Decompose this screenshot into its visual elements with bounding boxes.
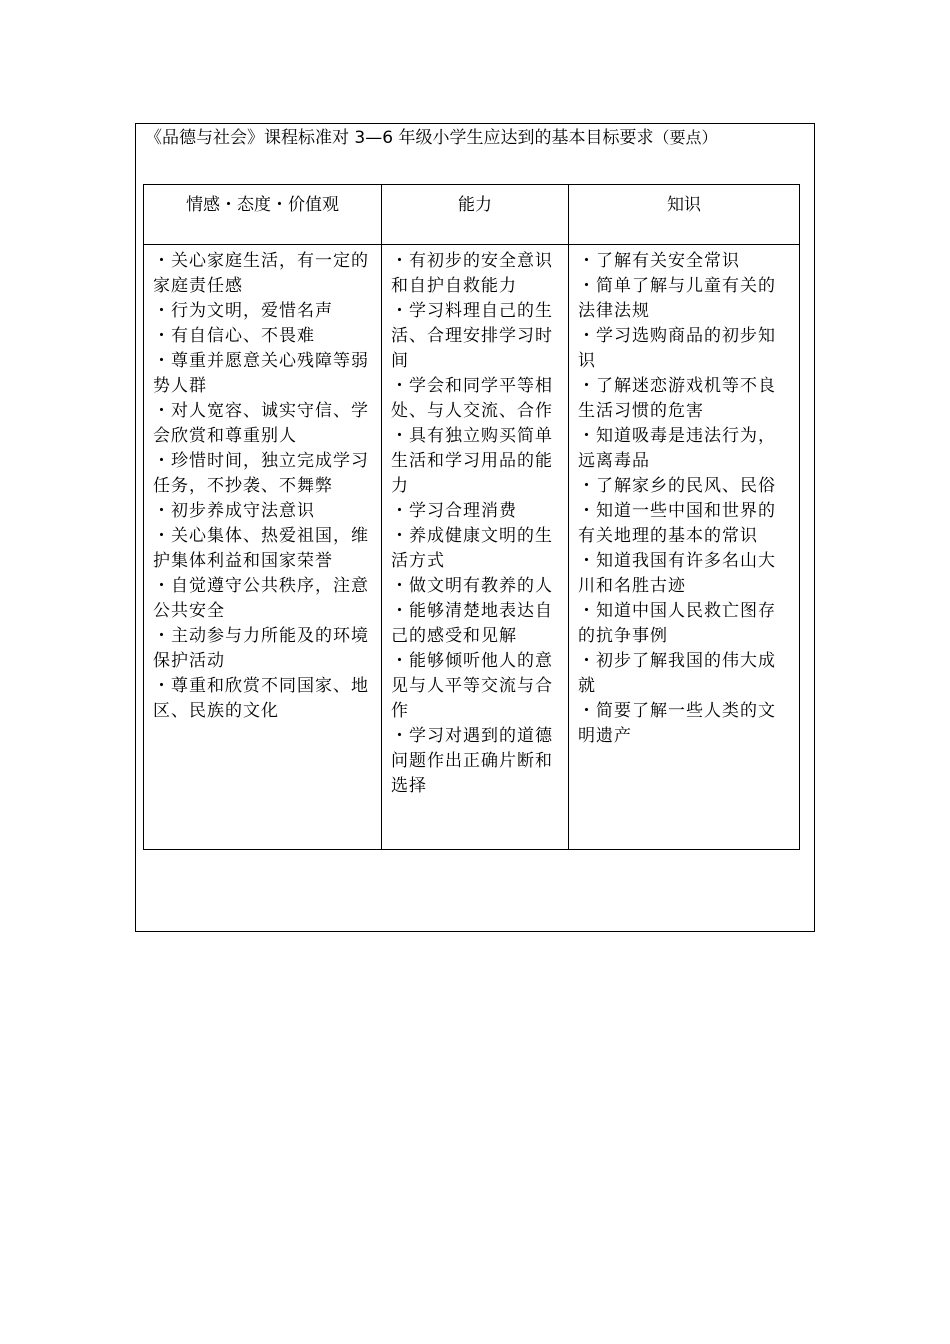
list-item: ・行为文明，爱惜名声 bbox=[153, 301, 333, 321]
ability-column bbox=[382, 245, 569, 850]
list-item: ・有自信心、不畏难 bbox=[153, 326, 315, 346]
table-header-row bbox=[144, 185, 800, 245]
list-item: ・能够倾听他人的意见与人平等交流与合作 bbox=[391, 651, 553, 721]
list-item: ・学习对遇到的道德问题作出正确片断和选择 bbox=[391, 726, 553, 796]
document-title-suffix: （要点） bbox=[653, 128, 718, 147]
list-item: ・关心家庭生活，有一定的家庭责任感 bbox=[153, 251, 369, 296]
list-item: ・知道一些中国和世界的有关地理的基本的常识 bbox=[578, 501, 776, 546]
header-ability: 能力 bbox=[382, 185, 569, 245]
table-row bbox=[144, 245, 800, 850]
list-item: ・知道我国有许多名山大川和名胜古迹 bbox=[578, 551, 776, 596]
list-item: ・初步了解我国的伟大成就 bbox=[578, 651, 776, 696]
list-item: ・知道中国人民救亡图存的抗争事例 bbox=[578, 601, 776, 646]
document-title-main: 《品德与社会》课程标准对 3—6 年级小学生应达到的基本目标要求 bbox=[145, 128, 654, 148]
list-item: ・学习合理消费 bbox=[391, 501, 517, 521]
list-item: ・简单了解与儿童有关的法律法规 bbox=[578, 276, 776, 321]
goals-table bbox=[143, 184, 800, 850]
list-item: ・简要了解一些人类的文明遗产 bbox=[578, 701, 776, 746]
list-item: ・了解迷恋游戏机等不良生活习惯的危害 bbox=[578, 376, 776, 421]
list-item: ・尊重并愿意关心残障等弱势人群 bbox=[153, 351, 369, 396]
list-item: ・尊重和欣赏不同国家、地区、民族的文化 bbox=[153, 676, 369, 721]
list-item: ・学习料理自己的生活、合理安排学习时间 bbox=[391, 301, 553, 371]
list-item: ・了解有关安全常识 bbox=[578, 251, 740, 271]
list-item: ・做文明有教养的人 bbox=[391, 576, 553, 596]
list-item: ・能够清楚地表达自己的感受和见解 bbox=[391, 601, 553, 646]
list-item: ・关心集体、热爱祖国，维护集体利益和国家荣誉 bbox=[153, 526, 369, 571]
header-knowledge: 知识 bbox=[569, 185, 800, 245]
list-item: ・了解家乡的民风、民俗 bbox=[578, 476, 776, 496]
document-title bbox=[145, 126, 805, 150]
list-item: ・主动参与力所能及的环境保护活动 bbox=[153, 626, 369, 671]
list-item: ・养成健康文明的生活方式 bbox=[391, 526, 553, 571]
header-attitude: 情感・态度・价值观 bbox=[144, 185, 382, 245]
list-item: ・有初步的安全意识和自护自救能力 bbox=[391, 251, 553, 296]
list-item: ・知道吸毒是违法行为，远离毒品 bbox=[578, 426, 776, 471]
list-item: ・珍惜时间，独立完成学习任务，不抄袭、不舞弊 bbox=[153, 451, 369, 496]
list-item: ・初步养成守法意识 bbox=[153, 501, 315, 521]
attitude-column bbox=[144, 245, 382, 850]
list-item: ・具有独立购买简单生活和学习用品的能力 bbox=[391, 426, 553, 496]
list-item: ・学习选购商品的初步知识 bbox=[578, 326, 776, 371]
list-item: ・对人宽容、诚实守信、学会欣赏和尊重别人 bbox=[153, 401, 369, 446]
list-item: ・自觉遵守公共秩序，注意公共安全 bbox=[153, 576, 369, 621]
list-item: ・学会和同学平等相处、与人交流、合作 bbox=[391, 376, 553, 421]
knowledge-column bbox=[569, 245, 800, 850]
